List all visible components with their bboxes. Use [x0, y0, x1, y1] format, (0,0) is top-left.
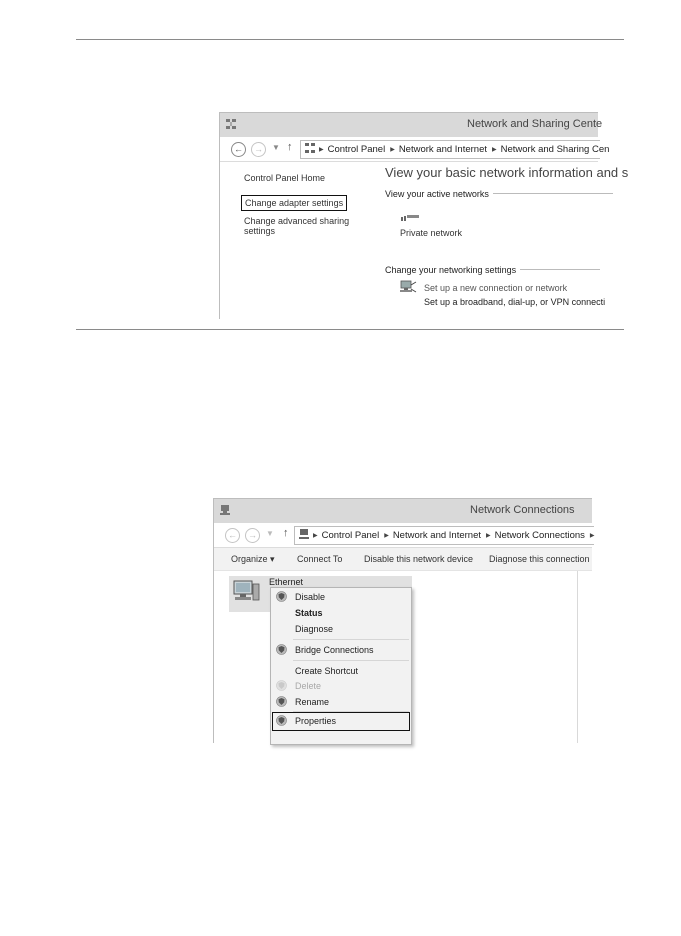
change-settings-label: Change your networking settings: [385, 265, 517, 275]
new-connection-icon: [399, 279, 417, 295]
address-bar: [220, 137, 610, 162]
title-bar: [220, 113, 603, 137]
menu-item-disable[interactable]: Disable: [295, 592, 326, 602]
setup-connection-description: Set up a broadband, dial-up, or VPN connecti: [424, 297, 606, 307]
network-icon: [299, 529, 309, 539]
network-connections-window: [213, 498, 595, 743]
content-divider: [577, 571, 578, 743]
menu-item-diagnose[interactable]: Diagnose: [295, 624, 334, 634]
menu-item-status[interactable]: Status: [295, 608, 323, 618]
section-divider: [520, 269, 600, 270]
context-menu: [270, 587, 412, 745]
forward-arrow-icon[interactable]: →: [251, 142, 266, 157]
breadcrumb-separator-icon: ▶: [319, 147, 324, 153]
breadcrumb-separator-icon: ▶: [384, 533, 389, 539]
adapter-name[interactable]: Ethernet: [269, 577, 304, 587]
back-arrow-icon[interactable]: ←: [231, 142, 246, 157]
change-advanced-sharing-link[interactable]: [244, 216, 349, 236]
menu-item-properties[interactable]: Properties: [295, 716, 337, 726]
breadcrumb-network-internet[interactable]: Network and Internet: [398, 144, 487, 155]
up-arrow-icon[interactable]: ↑: [287, 141, 293, 153]
network-sharing-center-window: [219, 112, 629, 319]
up-arrow-icon[interactable]: ↑: [283, 527, 289, 539]
breadcrumb-separator-icon: ▶: [313, 533, 318, 539]
breadcrumb-control-panel[interactable]: Control Panel: [327, 144, 386, 155]
breadcrumb-control-panel[interactable]: Control Panel: [321, 530, 380, 541]
middle-divider: [76, 329, 624, 330]
window-title: Network Connections: [470, 504, 575, 516]
breadcrumb-network-connections[interactable]: Network Connections: [494, 530, 585, 541]
change-settings-heading: [385, 265, 600, 275]
top-divider: [76, 39, 624, 40]
menu-item-delete: Delete: [295, 681, 322, 691]
breadcrumb[interactable]: [300, 140, 610, 159]
breadcrumb[interactable]: [294, 526, 594, 545]
network-name: Private network: [400, 228, 463, 238]
breadcrumb-sharing-center[interactable]: Network and Sharing Cen: [500, 144, 610, 155]
uac-shield-icon: [276, 715, 287, 726]
disable-device-button[interactable]: Disable this network device: [364, 554, 474, 564]
active-networks-label: View your active networks: [385, 189, 489, 199]
uac-shield-icon: [276, 591, 287, 602]
sidebar-home-link[interactable]: Control Panel Home: [244, 173, 326, 183]
menu-item-create-shortcut[interactable]: Create Shortcut: [295, 666, 359, 676]
diagnose-connection-button[interactable]: Diagnose this connection: [489, 554, 590, 564]
menu-separator: [293, 660, 409, 661]
uac-shield-icon: [276, 644, 287, 655]
active-networks-heading: [385, 189, 613, 199]
command-toolbar: [214, 548, 592, 571]
breadcrumb-separator-icon: ▶: [486, 533, 491, 539]
uac-shield-icon: [276, 680, 287, 691]
network-connections-icon[interactable]: [220, 505, 230, 515]
breadcrumb-network-internet[interactable]: Network and Internet: [392, 530, 481, 541]
advanced-sharing-line2: settings: [244, 226, 276, 236]
uac-shield-icon: [276, 696, 287, 707]
breadcrumb-separator-icon: ▶: [390, 147, 395, 153]
computer-network-icon[interactable]: [232, 578, 262, 608]
forward-arrow-icon[interactable]: →: [245, 528, 260, 543]
menu-item-bridge-connections[interactable]: Bridge Connections: [295, 645, 374, 655]
network-icon[interactable]: [226, 119, 236, 129]
page-title: View your basic network information and s: [385, 165, 629, 180]
section-divider: [493, 193, 613, 194]
organize-button[interactable]: Organize ▾: [231, 554, 275, 564]
address-bar: [214, 523, 595, 548]
advanced-sharing-line1: Change advanced sharing: [244, 216, 350, 226]
setup-connection-link[interactable]: Set up a new connection or network: [424, 283, 568, 293]
network-status-icon: [401, 215, 419, 222]
menu-separator: [293, 639, 409, 640]
window-title: Network and Sharing Cente: [467, 118, 603, 130]
connect-to-button[interactable]: Connect To: [297, 554, 343, 564]
properties-highlight-box: [272, 712, 410, 731]
change-adapter-settings-link[interactable]: Change adapter settings: [241, 195, 347, 211]
title-bar: [214, 499, 592, 523]
recent-locations-chevron-icon[interactable]: ▼: [272, 143, 280, 152]
breadcrumb-separator-icon: ▶: [589, 533, 595, 539]
back-arrow-icon[interactable]: ←: [225, 528, 240, 543]
menu-item-rename[interactable]: Rename: [295, 697, 330, 707]
breadcrumb-separator-icon: ▶: [492, 147, 497, 153]
recent-locations-chevron-icon[interactable]: ▼: [266, 529, 274, 538]
network-icon: [305, 143, 315, 153]
